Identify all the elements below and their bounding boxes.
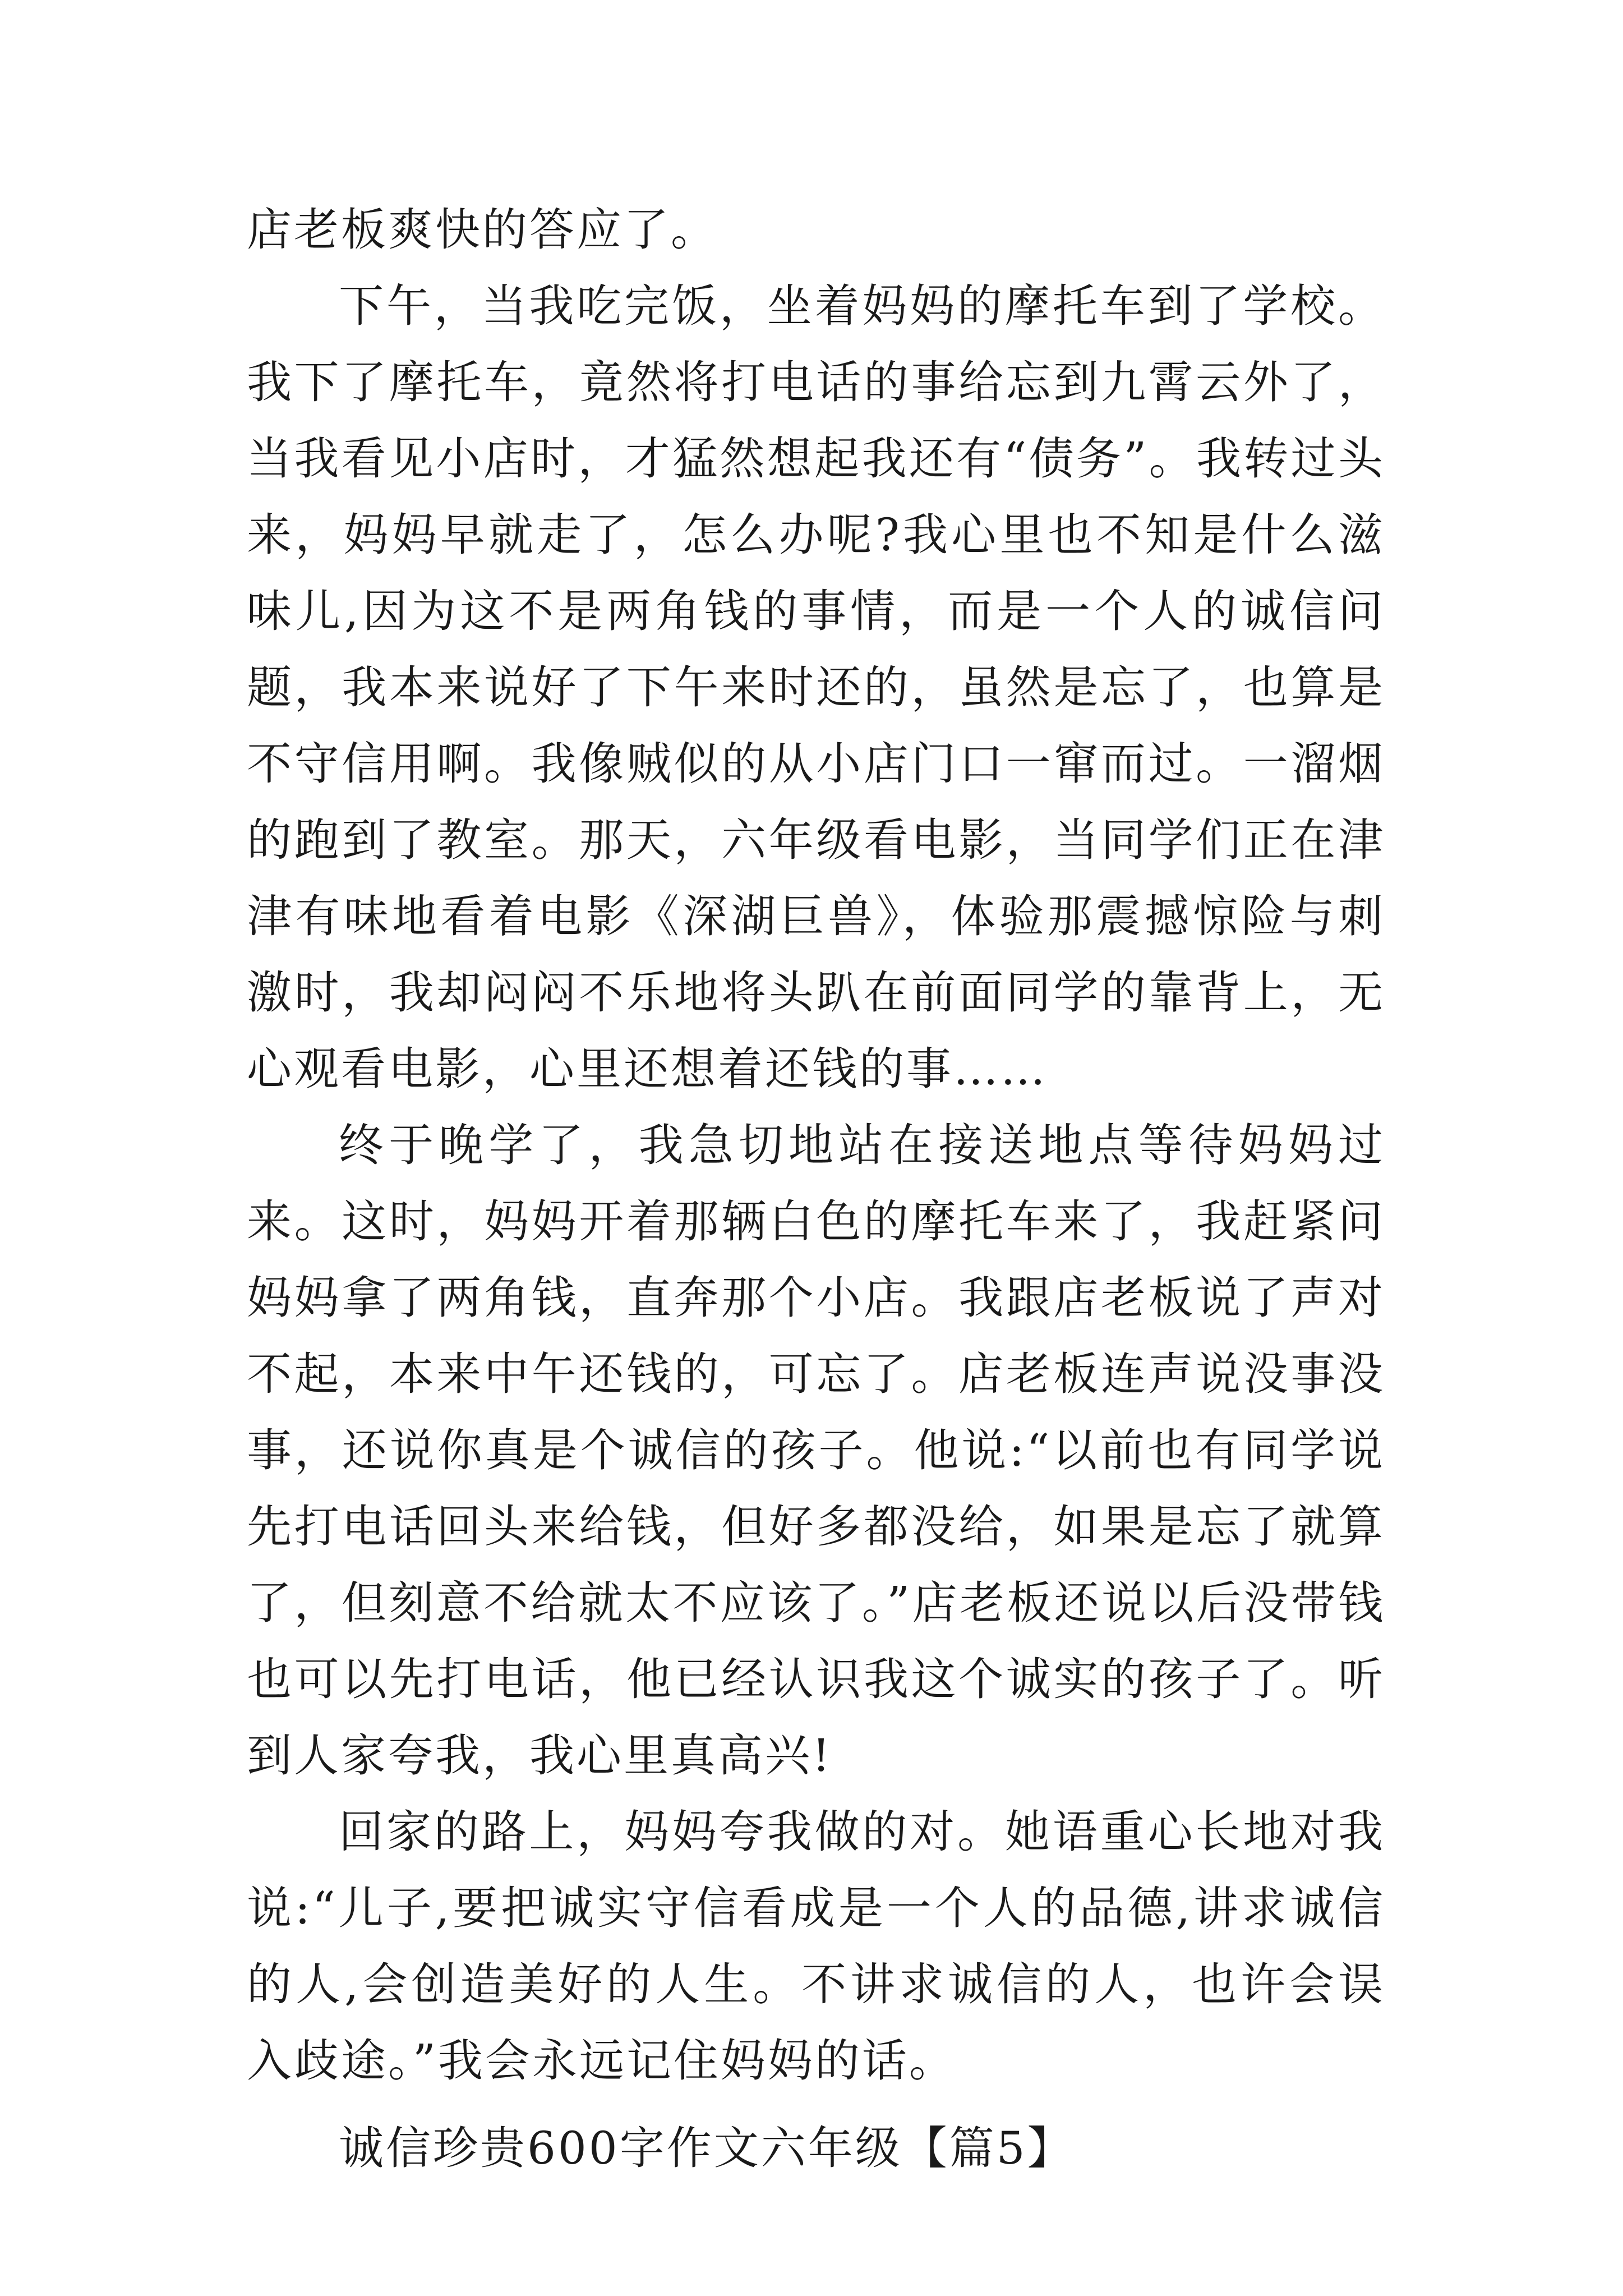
section-heading: 诚信珍贵600字作文六年级【篇5】 xyxy=(339,2122,1075,2174)
paragraph-afternoon: 下午，当我吃完饭，坐着妈妈的摩托车到了学校。我下了摩托车，竟然将打电话的事给忘到九霄云外了，当我看见小店时，才猛然想起我还有“债务”。我转过头来，妈妈早就走了，怎么办呢?我心里也不知是什么滋味儿,因为这不是两角钱的事情，而是一个人的诚信问题，我本来说好了下午来时还的，虽然是忘了，也算是不守信用啊。我像贼似的从小店门口一窜而过。一溜烟的跑到了教室。那天，六年级看电影，当同学们正在津津有味地看着电影《深湖巨兽》，体验那震撼惊险与刺激时，我却闷闷不乐地将头趴在前面同学的靠背上，无心观看电影，心里还想着还钱的事…… xyxy=(247,280,1385,1095)
paragraph-evening: 终于晚学了，我急切地站在接送地点等待妈妈过来。这时，妈妈开着那辆白色的摩托车来了，我赶紧问妈妈拿了两角钱，直奔那个小店。我跟店老板说了声对不起，本来中午还钱的，可忘了。店老板连声说没事没事，还说你真是个诚信的孩子。他说:“以前也有同学说先打电话回头来给钱，但好多都没给，如果是忘了就算了，但刻意不给就太不应该了。”店老板还说以后没带钱也可以先打电话，他已经认识我这个诚实的孩子了。听到人家夸我，我心里真高兴! xyxy=(247,1119,1385,1782)
paragraph-continuation: 店老板爽快的答应了。 xyxy=(247,204,718,256)
document-body xyxy=(247,192,1385,2187)
paragraph-way-home: 回家的路上，妈妈夸我做的对。她语重心长地对我说:“儿子,要把诚实守信看成是一个人的品德,讲求诚信的人,会创造美好的人生。不讲求诚信的人，也许会误入歧途。”我会永远记住妈妈的话。 xyxy=(247,1806,1385,2087)
